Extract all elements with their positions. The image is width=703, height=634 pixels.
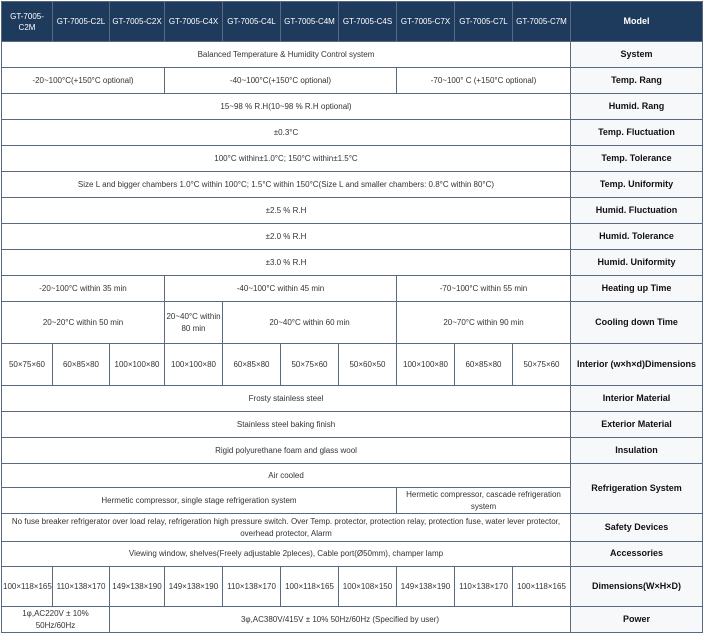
cell: ±0.3°C bbox=[2, 120, 571, 146]
row-label: Dimensions(W×H×D) bbox=[571, 567, 703, 607]
cell: -70~100°C within 55 min bbox=[397, 276, 571, 302]
cell: 149×138×190 bbox=[110, 567, 165, 607]
model-header: GT-7005-C2X bbox=[110, 2, 165, 42]
row-interior-material bbox=[2, 386, 703, 412]
model-header: GT-7005-C4X bbox=[165, 2, 223, 42]
cell: 110×138×170 bbox=[53, 567, 110, 607]
model-header: GT-7005-C4S bbox=[339, 2, 397, 42]
row-interior-dimensions bbox=[2, 344, 703, 386]
cell: 100×100×80 bbox=[397, 344, 455, 386]
cell: 50×75×60 bbox=[513, 344, 571, 386]
cell: ±3.0 % R.H bbox=[2, 250, 571, 276]
row-label: System bbox=[571, 42, 703, 68]
cell: -20~100°C within 35 min bbox=[2, 276, 165, 302]
model-header: GT-7005-C4L bbox=[223, 2, 281, 42]
cell: 20~70°C within 90 min bbox=[397, 302, 571, 344]
row-heating bbox=[2, 276, 703, 302]
row-cooling bbox=[2, 302, 703, 344]
row-humid-rang bbox=[2, 94, 703, 120]
cell: Stainless steel baking finish bbox=[2, 412, 571, 438]
row-system bbox=[2, 42, 703, 68]
cell: 100×108×150 bbox=[339, 567, 397, 607]
cell: 100×118×165 bbox=[281, 567, 339, 607]
row-label: Cooling down Time bbox=[571, 302, 703, 344]
row-dimensions bbox=[2, 567, 703, 607]
cell: 110×138×170 bbox=[223, 567, 281, 607]
row-label: Humid. Fluctuation bbox=[571, 198, 703, 224]
row-temp-fluctuation bbox=[2, 120, 703, 146]
cell: -20~100°C(+150°C optional) bbox=[2, 68, 165, 94]
cell: Hermetic compressor, cascade refrigeration system bbox=[397, 488, 571, 514]
row-label: Temp. Fluctuation bbox=[571, 120, 703, 146]
row-label: Refrigeration System bbox=[571, 464, 703, 514]
model-label: Model bbox=[571, 2, 703, 42]
cell: 15~98 % R.H(10~98 % R.H optional) bbox=[2, 94, 571, 120]
cell: Size L and bigger chambers 1.0°C within 100°C; 1.5°C within 150°C(Size L and smaller chambers: 0.8°C within 80°C) bbox=[2, 172, 571, 198]
cell: 149×138×190 bbox=[165, 567, 223, 607]
cell: 20~40°C within 80 min bbox=[165, 302, 223, 344]
cell: 100×100×80 bbox=[165, 344, 223, 386]
cell: 50×75×60 bbox=[2, 344, 53, 386]
cell: -40~100°C within 45 min bbox=[165, 276, 397, 302]
row-label: Interior Material bbox=[571, 386, 703, 412]
row-label: Exterior Material bbox=[571, 412, 703, 438]
row-label: Interior (w×h×d)Dimensions bbox=[571, 344, 703, 386]
cell: 100°C within±1.0°C; 150°C within±1.5°C bbox=[2, 146, 571, 172]
cell: -70~100° C (+150°C optional) bbox=[397, 68, 571, 94]
row-accessories bbox=[2, 542, 703, 567]
row-power bbox=[2, 607, 703, 633]
row-temp-tolerance bbox=[2, 146, 703, 172]
cell: 100×100×80 bbox=[110, 344, 165, 386]
cell: 149×138×190 bbox=[397, 567, 455, 607]
header-row bbox=[2, 2, 703, 42]
row-humid-fluctuation bbox=[2, 198, 703, 224]
row-label: Accessories bbox=[571, 542, 703, 567]
model-header: GT-7005-C4M bbox=[281, 2, 339, 42]
cell: 1φ,AC220V ± 10% 50Hz/60Hz bbox=[2, 607, 110, 633]
cell: Viewing window, shelves(Freely adjustable 2pleces), Cable port(Ø50mm), champer lamp bbox=[2, 542, 571, 567]
row-safety bbox=[2, 514, 703, 542]
row-label: Temp. Rang bbox=[571, 68, 703, 94]
cell: 60×85×80 bbox=[455, 344, 513, 386]
row-temp-uniformity bbox=[2, 172, 703, 198]
row-label: Safety Devices bbox=[571, 514, 703, 542]
row-insulation bbox=[2, 438, 703, 464]
row-label: Humid. Rang bbox=[571, 94, 703, 120]
row-exterior-material bbox=[2, 412, 703, 438]
cell: Hermetic compressor, single stage refrigeration system bbox=[2, 488, 397, 514]
cell: ±2.5 % R.H bbox=[2, 198, 571, 224]
row-humid-tolerance bbox=[2, 224, 703, 250]
row-label: Temp. Uniformity bbox=[571, 172, 703, 198]
cell: 60×85×80 bbox=[223, 344, 281, 386]
cell: Rigid polyurethane foam and glass wool bbox=[2, 438, 571, 464]
row-label: Temp. Tolerance bbox=[571, 146, 703, 172]
cell: -40~100°C(+150°C optional) bbox=[165, 68, 397, 94]
model-header: GT-7005-C7M bbox=[513, 2, 571, 42]
model-header: GT-7005-C2L bbox=[53, 2, 110, 42]
cell: 20~40°C within 60 min bbox=[223, 302, 397, 344]
row-label: Insulation bbox=[571, 438, 703, 464]
cell: Air cooled bbox=[2, 464, 571, 488]
row-label: Power bbox=[571, 607, 703, 633]
cell: 100×118×165 bbox=[2, 567, 53, 607]
cell: 20~20°C within 50 min bbox=[2, 302, 165, 344]
cell: ±2.0 % R.H bbox=[2, 224, 571, 250]
cell: 3φ,AC380V/415V ± 10% 50Hz/60Hz (Specified by user) bbox=[110, 607, 571, 633]
row-label: Humid. Uniformity bbox=[571, 250, 703, 276]
model-header: GT-7005-C7L bbox=[455, 2, 513, 42]
row-label: Humid. Tolerance bbox=[571, 224, 703, 250]
model-header: GT-7005-C7X bbox=[397, 2, 455, 42]
cell: 50×60×50 bbox=[339, 344, 397, 386]
cell: Frosty stainless steel bbox=[2, 386, 571, 412]
row-label: Heating up Time bbox=[571, 276, 703, 302]
cell: Balanced Temperature & Humidity Control system bbox=[2, 42, 571, 68]
row-temp-rang bbox=[2, 68, 703, 94]
cell: 100×118×165 bbox=[513, 567, 571, 607]
row-refrigeration-air bbox=[2, 464, 703, 488]
spec-table bbox=[1, 1, 703, 633]
cell: 50×75×60 bbox=[281, 344, 339, 386]
model-header: GT-7005-C2M bbox=[2, 2, 53, 42]
cell: 110×138×170 bbox=[455, 567, 513, 607]
cell: 60×85×80 bbox=[53, 344, 110, 386]
cell: No fuse breaker refrigerator over load relay, refrigeration high pressure switch. Over Temp. protector, protection relay, protection fuse, water lever protector, overhead protector, Alarm bbox=[2, 514, 571, 542]
row-humid-uniformity bbox=[2, 250, 703, 276]
